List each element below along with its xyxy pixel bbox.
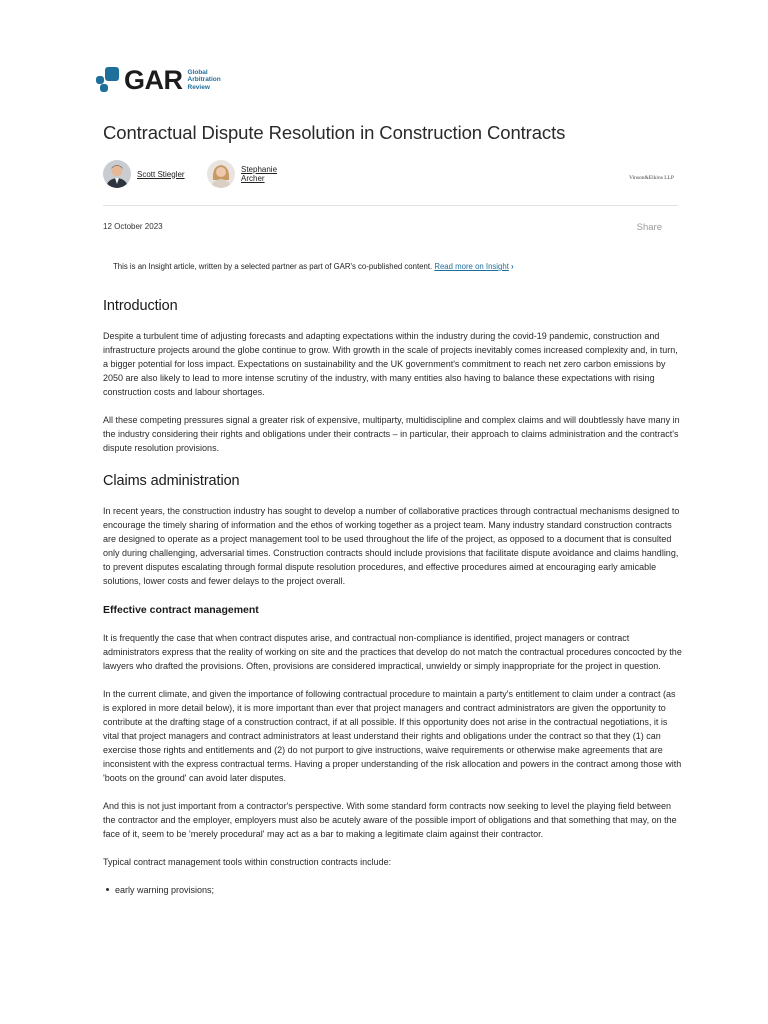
chevron-right-icon: › bbox=[511, 262, 514, 271]
logo-subtitle: Global Arbitration Review bbox=[187, 68, 221, 91]
paragraph: In recent years, the construction industry has sought to develop a number of collaborative practices through contractual mechanisms designed to encourage the timely sharing of information and the ethos of working together as a project team. Many industry standard construction contracts are designed to operate as a project management tool to be used throughout the life of the project, as opposed to a document that is consulted only during challenging, adversarial times. Construction contracts should include provisions that facilitate dispute avoidance and claims handling, to prevent disputes escalating through formal dispute resolution procedures, and effective procedures aimed at encouraging early amicable solutions, lower costs and fewer delays to the project overall. bbox=[103, 506, 680, 586]
article-date: 12 October 2023 bbox=[103, 222, 163, 231]
header-divider bbox=[103, 205, 678, 206]
firm-logo[interactable]: Vinson&Elkins LLP bbox=[628, 175, 674, 181]
paragraph: And this is not just important from a contractor's perspective. With some standard form contracts now seeking to level the playing field between the contractor and the employer, employers must also be acutely aware of the possible import of obligations and that something that may, on the face of it, seem to be 'merely procedural' may act as a bar to making a legitimate claim against their contractor. bbox=[103, 801, 677, 839]
paragraph: Typical contract management tools within construction contracts include: bbox=[103, 857, 392, 867]
section-heading-claims-administration: Claims administration bbox=[103, 473, 240, 489]
gar-logo-mark-icon bbox=[96, 67, 120, 93]
author-avatar bbox=[103, 160, 131, 188]
paragraph: It is frequently the case that when contract disputes arise, and contractual non-compliance is identified, project managers or contract administrators express that the reality of working on site and the practices that develop do not match the contractual procedures concocted by the lawyers who drafted the provisions. Often, provisions are considered impractical, unwieldy or simply inappropriate for the project in question. bbox=[103, 633, 682, 671]
author-stephanie-archer[interactable] bbox=[207, 160, 277, 188]
share-button[interactable]: Share bbox=[636, 222, 662, 233]
list-item: early warning provisions; bbox=[103, 883, 683, 897]
insight-notice bbox=[113, 262, 514, 271]
gar-logo[interactable] bbox=[96, 66, 221, 94]
paragraph: All these competing pressures signal a greater risk of expensive, multiparty, multidiscipline and complex claims and will doubtlessly have many in the industry considering their rights and obligations under their contracts – in particular, their approach to claims administration and the contract's dispute resolution provisions. bbox=[103, 415, 680, 453]
author-avatar bbox=[207, 160, 235, 188]
subsection-heading-effective-contract-management: Effective contract management bbox=[103, 604, 259, 616]
logo-wordmark: GAR bbox=[124, 65, 183, 95]
paragraph: In the current climate, and given the importance of following contractual procedure to maintain a party's entitlement to claim under a contract (as is explored in more detail below), it is more important than ever that project managers and contract administrators are given the opportunity to contribute at the drafting stage of a construction contract, if at all possible. If this opportunity does not arise in the contractual negotiations, it is vital that project managers and contract administrators at least understand their rights and obligations under the contract so that they (1) can exercise those rights and entitlements and (2) do not purport to give instructions, waive requirements or otherwise make agreements that are inconsistent with the express contractual terms. Having a proper understanding of the risk allocation and powers in the contract among those with 'boots on the ground' can avoid later disputes. bbox=[103, 689, 682, 783]
section-heading-introduction: Introduction bbox=[103, 298, 178, 314]
paragraph: Despite a turbulent time of adjusting forecasts and adapting expectations within the industry during the covid-19 pandemic, construction and infrastructure projects around the globe continue to grow. With growth in the scale of projects inevitably comes increased complexity and, in turn, a bigger potential for loss impact. Expectations on sustainability and the UK government's commitment to reach net zero carbon emissions by 2050 are also likely to lead to more intense scrutiny of the industry, with many entities also having to balance these expectations with rising construction costs and labour shortages. bbox=[103, 331, 678, 397]
article-title: Contractual Dispute Resolution in Construction Contracts bbox=[103, 122, 566, 143]
author-scott-stiegler[interactable] bbox=[103, 160, 185, 188]
author-name-link[interactable]: Stephanie Archer bbox=[241, 165, 278, 183]
contract-tools-list bbox=[103, 883, 683, 897]
insight-notice-text: This is an Insight article, written by a selected partner as part of GAR's co-published content. bbox=[113, 262, 433, 271]
article-body bbox=[103, 298, 683, 897]
read-more-insight-link[interactable]: Read more on Insight bbox=[434, 262, 509, 271]
author-name-link[interactable]: Scott Stiegler bbox=[137, 169, 185, 179]
